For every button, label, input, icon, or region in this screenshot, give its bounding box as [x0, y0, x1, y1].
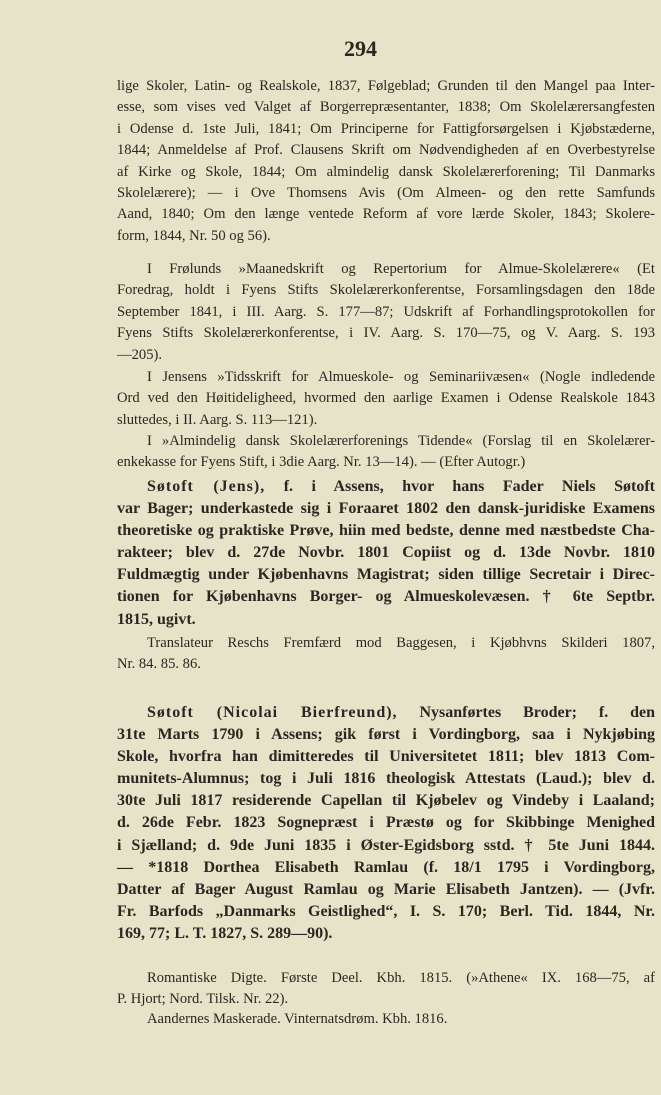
- text-line: I »Almindelig dansk Skolelærerforenings Tidende« (Forslag til en Skolelærer-: [147, 433, 655, 449]
- text-line: 31te Marts 1790 i Assens; gik først i Vordingborg, saa i Nykjøbing: [117, 726, 655, 744]
- text-line: var Bager; underkastede sig i Foraaret 1802 den dansk-juridiske Examens: [117, 500, 655, 518]
- text-line: 169, 77; L. T. 1827, S. 289—90).: [117, 924, 333, 942]
- text-line: Fuldmægtig under Kjøbenhavns Magistrat; siden tillige Secretair i Direc-: [117, 566, 655, 584]
- text-line: esse, som vises ved Valget af Borgerrepræsentanter, 1838; Om Skolelærersangfesten: [117, 99, 655, 116]
- entry-heading: Søtoft (Jens),: [147, 478, 266, 495]
- paragraph: [117, 968, 655, 1011]
- text-line: — *1818 Dorthea Elisabeth Ramlau (f. 18/1 1795 i Vordingborg,: [117, 858, 655, 876]
- text-line: Fyens Stifts Skolelærerkonferentse, i IV. Aarg. S. 170—75, og V. Aarg. S. 193: [117, 325, 655, 342]
- text-line: Nr. 84. 85. 86.: [117, 656, 201, 673]
- text-line: enkekasse for Fyens Stift, i 3die Aarg. Nr. 13—14). — (Efter Autogr.): [117, 454, 526, 471]
- text-line: Ord ved den Høitideligheed, hvormed den aarlige Examen i Odense Realskole 1843: [117, 390, 655, 407]
- paragraph: [117, 1009, 655, 1030]
- text-line: sluttedes, i II. Aarg. S. 113—121).: [117, 411, 318, 428]
- text-line: I Frølunds »Maanedskrift og Repertorium for Almue-Skolelærere« (Et: [147, 261, 655, 277]
- text-line: d. 26de Febr. 1823 Sognepræst i Præstø og for Skibbinge Menighed: [117, 814, 655, 832]
- text-line: i Odense d. 1ste Juli, 1841; Om Principerne for Fattigforsørgelsen i Kjøbstæderne,: [117, 120, 655, 137]
- text-line: P. Hjort; Nord. Tilsk. Nr. 22).: [117, 991, 289, 1008]
- text-line: [117, 702, 655, 724]
- text-line: i Sjælland; d. 9de Juni 1835 i Øster-Egidsborg sstd. † 5te Juni 1844.: [117, 836, 655, 854]
- text-line: 1815, ugivt.: [117, 610, 196, 628]
- text-line: lige Skoler, Latin- og Realskole, 1837, Følgeblad; Grunden til den Mangel paa Inter-: [117, 78, 655, 94]
- text-line: Datter af Bager August Ramlau og Marie Elisabeth Jantzen). — (Jvfr.: [117, 880, 655, 898]
- text-line: Translateur Reschs Fremfærd mod Baggesen, i Kjøbhvns Skilderi 1807,: [147, 635, 655, 651]
- paragraph: [117, 367, 655, 431]
- text-line: —205).: [117, 346, 162, 363]
- text-line: tionen for Kjøbenhavns Borger- og Almueskolevæsen. † 6te Septbr.: [117, 588, 655, 606]
- page-number: 294: [344, 36, 377, 61]
- text-line: munitets-Alumnus; tog i Juli 1816 theologisk Attestats (Laud.); blev d.: [117, 770, 655, 788]
- text-line: Romantiske Digte. Første Deel. Kbh. 1815. (»Athene« IX. 168—75, af: [147, 970, 655, 986]
- biography-entry: [117, 476, 655, 631]
- entry-text: f. i Assens, hvor hans Fader Niels Søtoft: [265, 478, 656, 495]
- text-line: 30te Juli 1817 residerende Capellan til Kjøbelev og Vindeby i Laaland;: [117, 792, 655, 810]
- entry-text: Nysanførtes Broder; f. den: [397, 704, 655, 721]
- text-line: form, 1844, Nr. 50 og 56).: [117, 227, 271, 244]
- text-line: Fr. Barfods „Danmarks Geistlighed“, I. S. 170; Berl. Tid. 1844, Nr.: [117, 902, 655, 920]
- text-line: [117, 476, 655, 498]
- text-line: I Jensens »Tidsskrift for Almueskole- og Seminariivæsen« (Nogle indledende: [147, 369, 655, 385]
- text-line: theoretiske og praktiske Prøve, hiin med bedste, denne med næstbedste Cha-: [117, 522, 655, 540]
- paragraph: [117, 76, 655, 247]
- text-line: 1844; Anmeldelse af Prof. Clausens Skrift om Nødvendigheden af en Overbestyrelse: [117, 142, 655, 159]
- text-line: Aand, 1840; Om den længe ventede Reform af vore lærde Skoler, 1843; Skolere-: [117, 206, 655, 223]
- text-line: af Kirke og Skole, 1844; Om almindelig dansk Skolelærerforening; Til Danmarks: [117, 163, 655, 180]
- text-line: Aandernes Maskerade. Vinternatsdrøm. Kbh. 1816.: [147, 1011, 448, 1027]
- biography-entry: [117, 702, 655, 945]
- entry-heading: Søtoft (Nicolai Bierfreund),: [147, 704, 398, 721]
- paragraph: [117, 431, 655, 474]
- text-line: Skolelærere); — i Ove Thomsens Avis (Om Almeen- og den rette Samfunds: [117, 184, 655, 201]
- text-line: Skole, hvorfra han dimitteredes til Universitetet 1811; blev 1813 Com-: [117, 748, 655, 766]
- paragraph: [117, 633, 655, 676]
- text-line: September 1841, i III. Aarg. S. 177—87; Udskrift af Forhandlingsprotokollen for: [117, 303, 655, 320]
- paragraph: [117, 259, 655, 366]
- text-line: rakteer; blev d. 27de Novbr. 1801 Copiist og d. 13de Novbr. 1810: [117, 544, 655, 562]
- text-line: Foredrag, holdt i Fyens Stifts Skolelærerkonferentse, Forsamlingsdagen den 18de: [117, 282, 655, 299]
